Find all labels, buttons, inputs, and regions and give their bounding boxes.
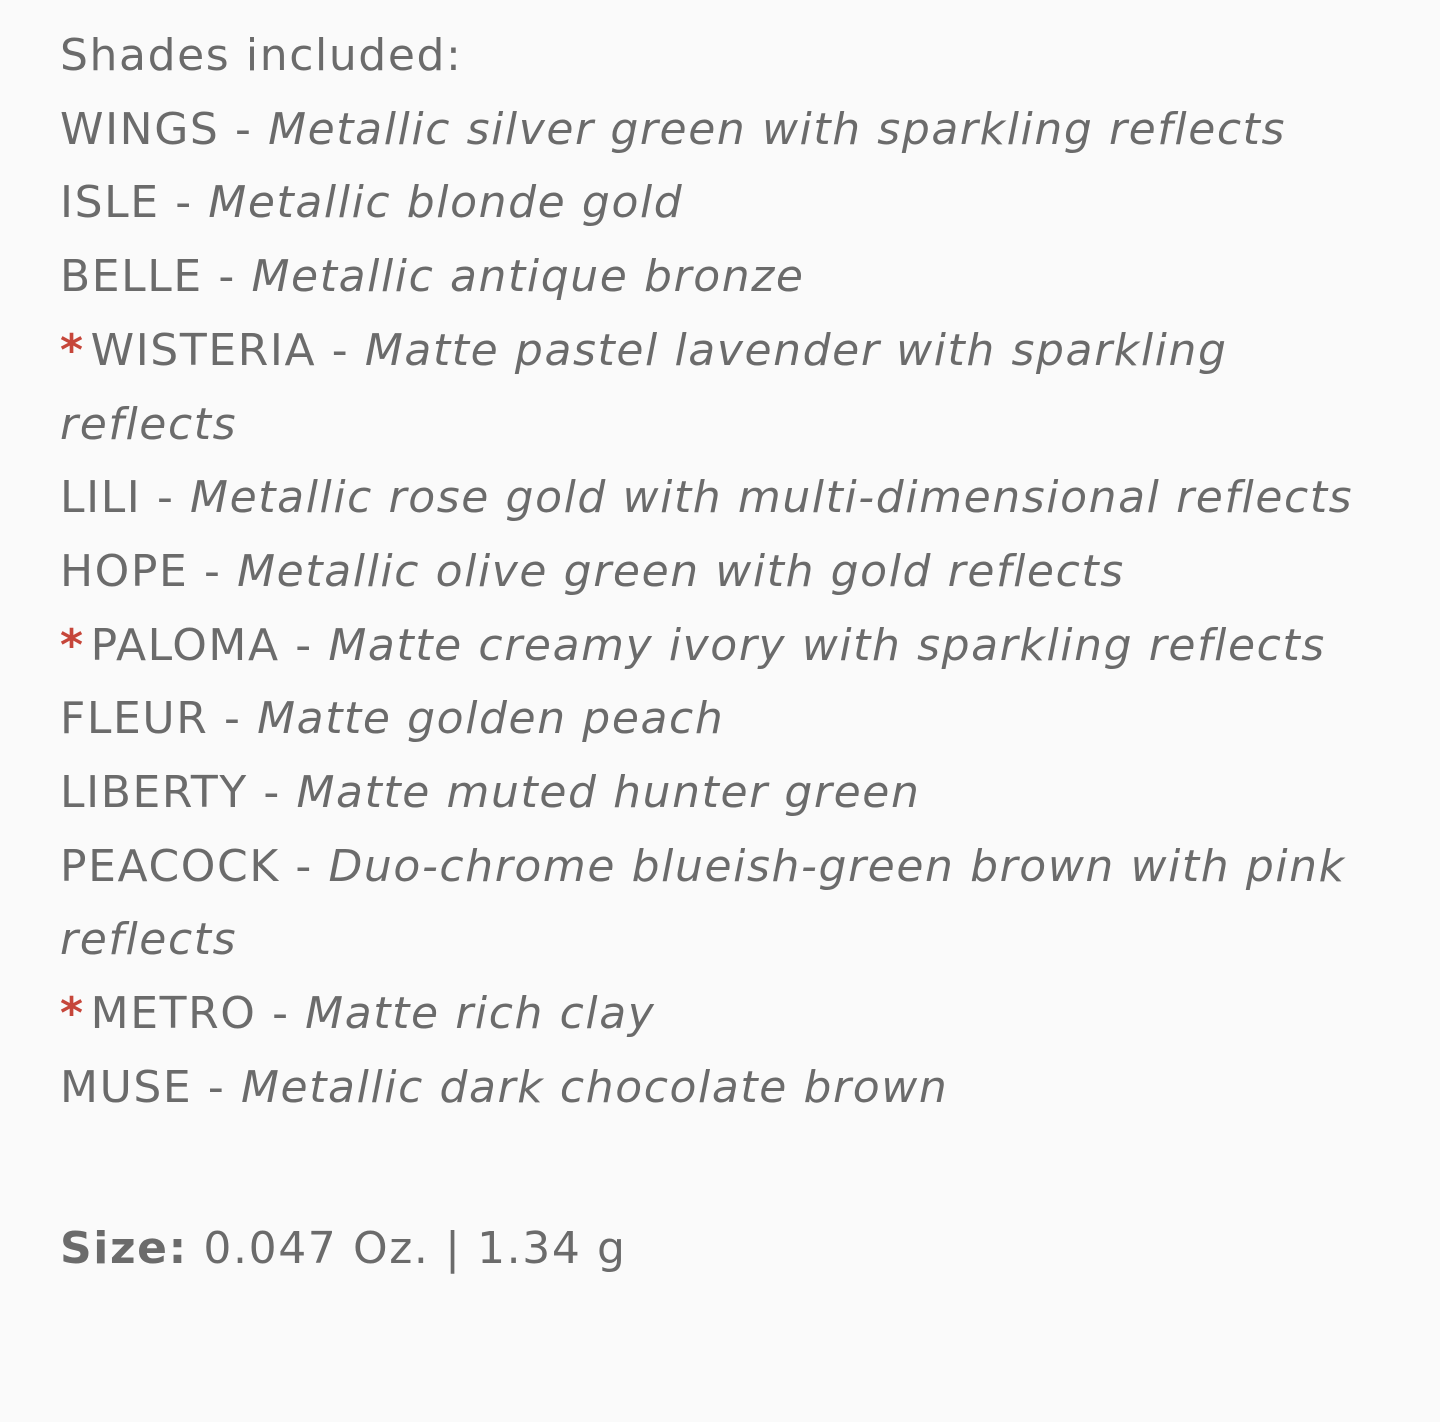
shade-name: WISTERIA (90, 324, 317, 376)
size-info (60, 1212, 1390, 1286)
shade-item (60, 977, 1390, 1051)
shade-item (60, 756, 1390, 830)
shade-separator: - (188, 545, 238, 597)
shade-separator: - (316, 324, 365, 376)
shade-name: LIBERTY (60, 767, 248, 819)
shade-item (60, 830, 1390, 977)
shade-item (60, 535, 1390, 609)
section-spacer (60, 1125, 1390, 1199)
shade-separator: - (208, 693, 258, 745)
shade-name: METRO (90, 988, 257, 1040)
shade-description: Matte pastel lavender with sparkling reflects (60, 324, 1228, 450)
shade-separator: - (256, 988, 306, 1040)
shade-description: Metallic blonde gold (208, 177, 684, 229)
new-shade-marker: * (60, 619, 85, 671)
shades-heading: Shades included: (60, 30, 463, 81)
shade-separator: - (159, 177, 209, 229)
shade-separator: - (279, 840, 329, 892)
shade-description: Metallic dark chocolate brown (240, 1061, 949, 1113)
shade-name: PALOMA (90, 619, 280, 671)
shade-separator: - (247, 767, 297, 819)
shade-name: WINGS (60, 103, 220, 155)
shade-separator: - (202, 251, 252, 303)
product-details (60, 19, 1390, 1286)
shade-separator: - (141, 472, 191, 524)
shade-list (60, 93, 1390, 1125)
shade-description: Matte muted hunter green (296, 767, 921, 819)
shade-description: Matte golden peach (257, 693, 725, 745)
shade-name: ISLE (60, 177, 160, 229)
shade-description: Metallic silver green with sparkling reflects (268, 103, 1287, 155)
shade-item (60, 1051, 1390, 1125)
shade-description: Metallic olive green with gold reflects (237, 545, 1125, 597)
shade-name: PEACOCK (60, 840, 280, 892)
shade-item (60, 93, 1390, 167)
shade-name: BELLE (60, 251, 203, 303)
size-value: 0.047 Oz. | 1.34 g (187, 1223, 627, 1275)
shade-name: LILI (60, 472, 142, 524)
shade-description: Metallic rose gold with multi-dimensional reflects (190, 472, 1354, 524)
shade-name: HOPE (60, 545, 189, 597)
shade-item (60, 461, 1390, 535)
shade-description: Duo-chrome blueish-green brown with pink reflects (60, 840, 1346, 966)
new-shade-marker: * (60, 324, 85, 376)
shade-name: FLEUR (60, 693, 209, 745)
shade-description: Matte creamy ivory with sparkling reflects (328, 619, 1326, 671)
shade-description: Matte rich clay (305, 988, 656, 1040)
shade-separator: - (219, 103, 269, 155)
shade-separator: - (192, 1061, 241, 1113)
shade-description: Metallic antique bronze (251, 251, 805, 303)
shade-separator: - (279, 619, 329, 671)
size-label: Size: (60, 1223, 188, 1275)
shade-item (60, 166, 1390, 240)
shade-item (60, 314, 1390, 461)
shade-name: MUSE (60, 1061, 193, 1113)
shade-item (60, 240, 1390, 314)
shade-item (60, 682, 1390, 756)
shade-item (60, 609, 1390, 683)
new-shade-marker: * (60, 988, 85, 1040)
